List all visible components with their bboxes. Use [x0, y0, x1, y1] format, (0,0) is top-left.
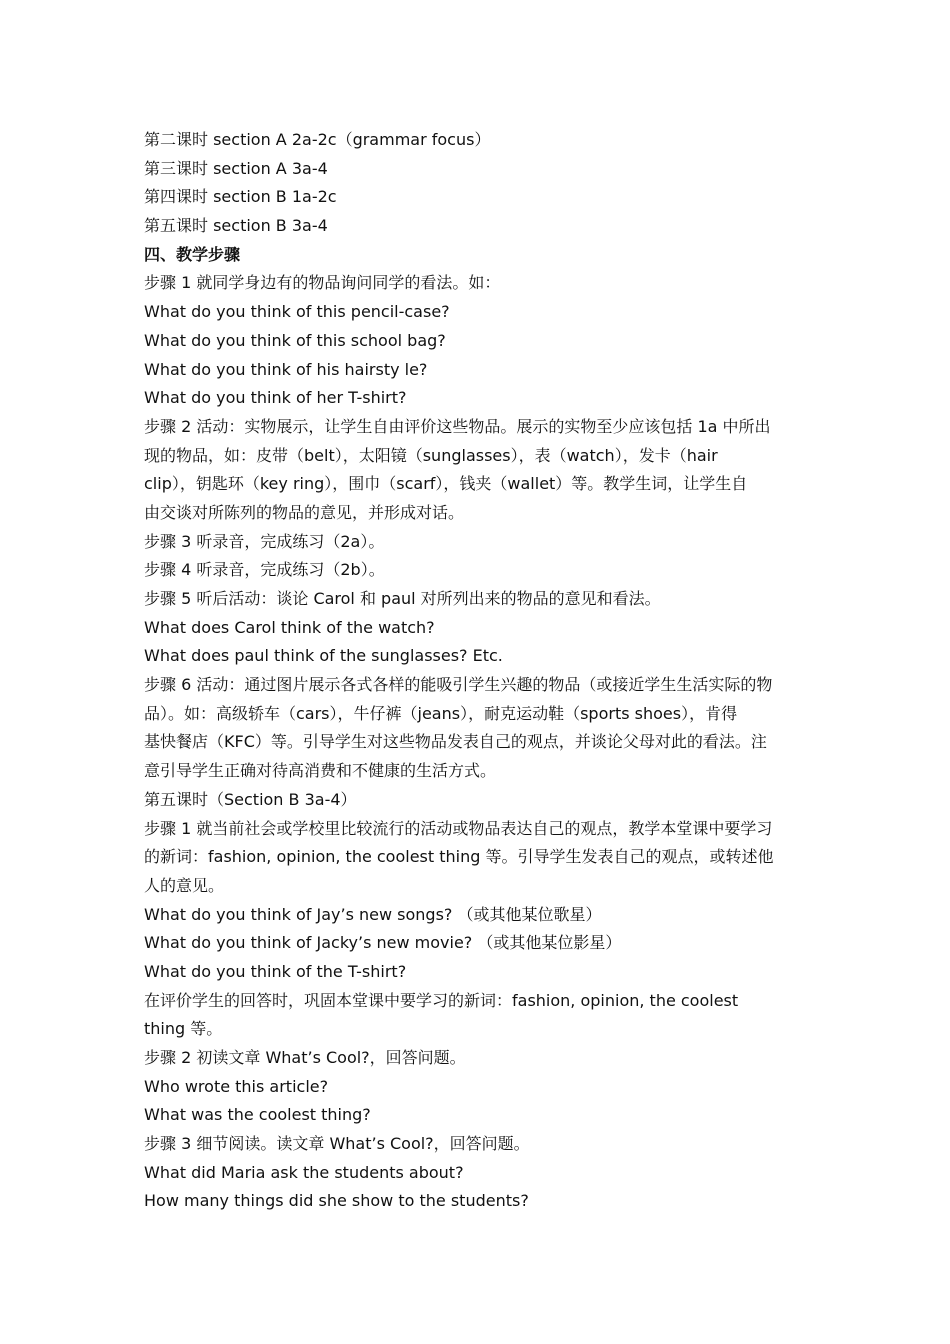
example-question: What do you think of this school bag? — [144, 330, 446, 350]
example-question: What do you think of her T-shirt? — [144, 388, 407, 408]
step-2-text: 现的物品，如：皮带（belt），太阳镜（sunglasses），表（watch），发卡（hair — [144, 445, 718, 465]
lesson-2-line: 第二课时 section A 2a-2c（grammar focus） — [144, 130, 491, 149]
step-2-text: 由交谈对所陈列的物品的意见，并形成对话。 — [144, 502, 465, 522]
note-text: 在评价学生的回答时，巩固本堂课中要学习的新词：fashion, opinion, the coolest — [144, 990, 739, 1010]
example-question: What did Maria ask the students about? — [144, 1162, 464, 1182]
example-question: What does paul think of the sunglasses? Etc. — [144, 646, 503, 666]
step-6-text: 品）。如：高级轿车（cars），牛仔裤（jeans），耐克运动鞋（sports shoes），肯得 — [144, 703, 738, 723]
step-1-text: 步骤 1 就当前社会或学校里比较流行的活动或物品表达自己的观点，教学本堂课中要学习 — [144, 818, 773, 838]
lesson-5-heading: 第五课时（Section B 3a-4） — [144, 789, 357, 809]
step-2-text: 步骤 2 活动：实物展示，让学生自由评价这些物品。展示的实物至少应该包括 1a 中所出 — [144, 416, 771, 436]
example-question: What do you think of the T-shirt? — [144, 961, 407, 981]
step-6-text: 步骤 6 活动：通过图片展示各式各样的能吸引学生兴趣的物品（或接近学生生活实际的物 — [144, 675, 773, 695]
lesson-4-line: 第四课时 section B 1a-2c — [144, 187, 337, 207]
step-1-text: 的新词：fashion, opinion, the coolest thing 等。引导学生发表自己的观点，或转述他 — [144, 847, 774, 867]
step-3-text: 步骤 3 听录音，完成练习（2a）。 — [144, 531, 385, 551]
step-1-text: 人的意见。 — [144, 875, 225, 895]
example-question: Who wrote this article? — [144, 1076, 329, 1096]
note-text: thing 等。 — [144, 1019, 223, 1039]
example-question: What was the coolest thing? — [144, 1105, 371, 1125]
example-question: What do you think of his hairsty le? — [144, 359, 428, 379]
step-6-text: 意引导学生正确对待高消费和不健康的生活方式。 — [144, 761, 497, 781]
step-4-text: 步骤 4 听录音，完成练习（2b）。 — [144, 560, 385, 580]
document-page — [144, 126, 809, 1216]
example-question: What do you think of Jacky’s new movie? （或其他某位影星） — [144, 933, 622, 953]
step-6-text: 基快餐店（KFC）等。引导学生对这些物品发表自己的观点，并谈论父母对此的看法。注 — [144, 732, 767, 752]
step-1-text: 步骤 1 就同学身边有的物品询问同学的看法。如： — [144, 273, 501, 293]
example-question: How many things did she show to the students? — [144, 1191, 529, 1211]
step-3-text: 步骤 3 细节阅读。读文章 What’s Cool?，回答问题。 — [144, 1134, 530, 1154]
example-question: What does Carol think of the watch? — [144, 617, 435, 637]
section-heading: 四、教学步骤 — [144, 244, 241, 264]
example-question: What do you think of Jay’s new songs? （或其他某位歌星） — [144, 904, 602, 924]
example-question: What do you think of this pencil-case? — [144, 302, 450, 322]
lesson-3-line: 第三课时 section A 3a-4 — [144, 158, 328, 178]
step-5-text: 步骤 5 听后活动：谈论 Carol 和 paul 对所列出来的物品的意见和看法。 — [144, 589, 661, 608]
step-2-text: clip），钥匙环（key ring），围巾（scarf），钱夹（wallet）等。教学生词，让学生自 — [144, 474, 748, 494]
lesson-5-line: 第五课时 section B 3a-4 — [144, 216, 328, 236]
step-2-text: 步骤 2 初读文章 What’s Cool?，回答问题。 — [144, 1048, 466, 1067]
